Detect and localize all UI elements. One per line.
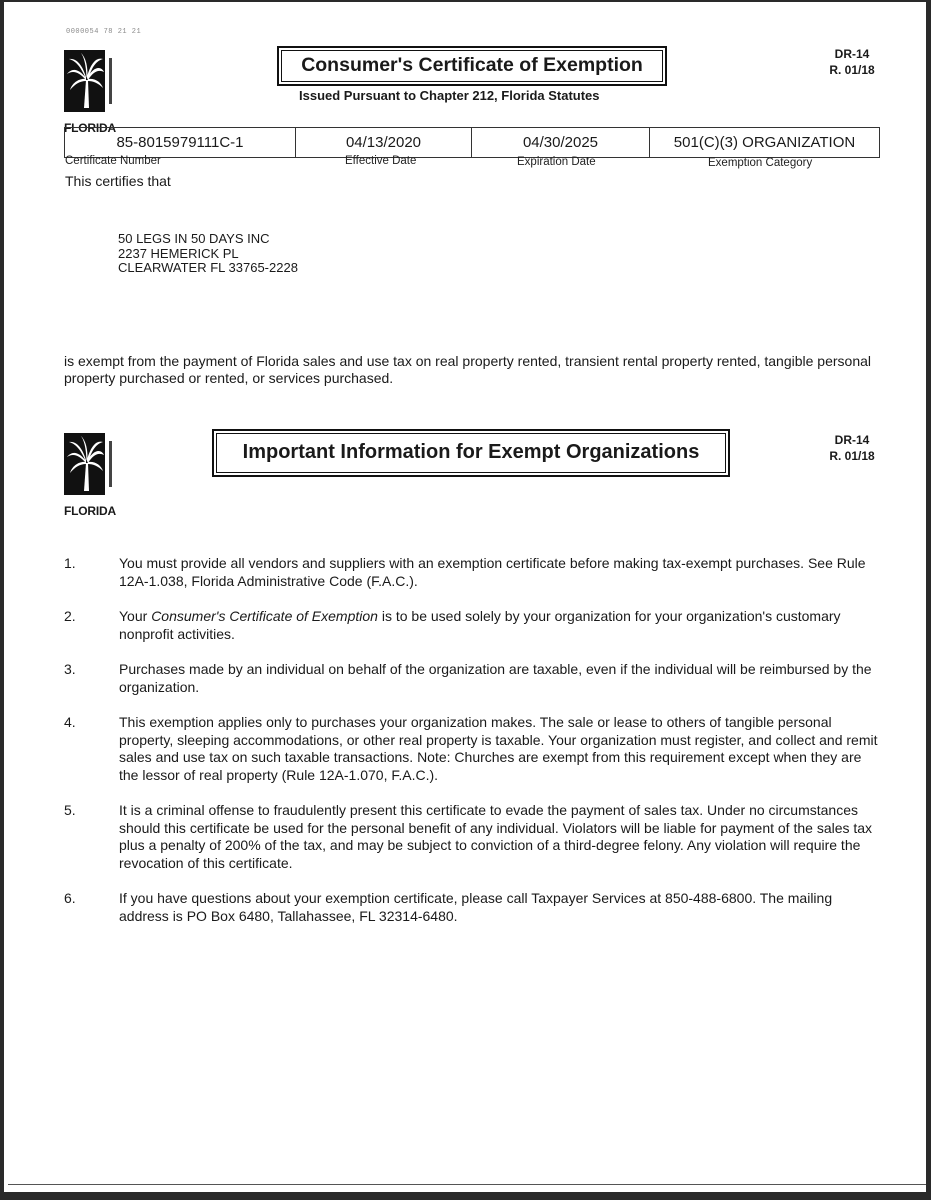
list-item-number: 2. xyxy=(64,608,76,624)
form-revision: R. 01/18 xyxy=(829,449,875,463)
list-item-text: Your Consumer's Certificate of Exemption is to be used solely by your organization for your organization's customary nonprofit activities. xyxy=(119,608,841,642)
certificate-title: Consumer's Certificate of Exemption xyxy=(281,50,663,82)
certificate-subtitle: Issued Pursuant to Chapter 212, Florida Statutes xyxy=(299,88,600,103)
form-number-block xyxy=(820,46,884,78)
certificate-title-box xyxy=(277,46,667,86)
certificate-fields-table xyxy=(64,127,880,158)
form-number: DR-14 xyxy=(834,433,870,447)
list-item-text: You must provide all vendors and suppliers with an exemption certificate before making tax-exempt purchases. See Rule 12A-1.038, Florida Administrative Code (F.A.C.). xyxy=(119,555,866,589)
certificate-number-value: 85-8015979111C-1 xyxy=(65,128,296,157)
expiration-date-caption: Expiration Date xyxy=(517,156,596,168)
list-item-text: It is a criminal offense to fraudulently present this certificate to evade the payment of sales tax. Under no circumstances should this certificate be used for the personal benefit of any individual. Violators will be liable for payment of the sales tax plus a penalty of 200% of the tax, and may be subject to conviction of a third-degree felony. Any violation will require the revocation of this certificate. xyxy=(119,802,873,871)
address-line: CLEARWATER FL 33765-2228 xyxy=(118,260,298,275)
address-line: 2237 HEMERICK PL xyxy=(118,245,239,261)
list-item xyxy=(64,555,884,590)
expiration-date-value: 04/30/2025 xyxy=(472,128,650,157)
list-item-number: 5. xyxy=(64,802,76,818)
effective-date-caption: Effective Date xyxy=(345,155,417,167)
list-item xyxy=(64,802,884,872)
effective-date-value: 04/13/2020 xyxy=(296,128,472,157)
address-line: 50 LEGS IN 50 DAYS INC xyxy=(118,231,270,246)
exemption-category-value: 501(C)(3) ORGANIZATION xyxy=(673,134,856,151)
logo-florida-text: FLORIDA xyxy=(64,121,116,135)
exempt-info-list xyxy=(64,555,884,925)
list-item xyxy=(64,890,884,925)
serial-number: 0000054 78 21 21 xyxy=(66,28,142,36)
exemption-statement: is exempt from the payment of Florida sales and use tax on real property rented, transient rental property rented, tangible personal property purchased or rented, or services purchased. xyxy=(64,353,871,386)
florida-dor-logo-2 xyxy=(64,429,116,518)
list-item-number: 4. xyxy=(64,714,76,730)
list-item-number: 6. xyxy=(64,890,76,906)
logo-florida-text: FLORIDA xyxy=(64,504,116,518)
list-item xyxy=(64,608,884,643)
list-item-number: 1. xyxy=(64,555,76,571)
certificate-number-caption: Certificate Number xyxy=(65,155,161,167)
exemption-category-caption: Exemption Category xyxy=(708,157,813,169)
list-item-number: 3. xyxy=(64,661,76,677)
palm-tree-icon xyxy=(64,429,116,499)
info-title-box xyxy=(212,429,730,477)
organization-address xyxy=(118,232,298,276)
list-item xyxy=(64,661,884,696)
form-number: DR-14 xyxy=(834,47,870,61)
list-item xyxy=(64,714,884,784)
certificate-name-italic: Consumer's Certificate of Exemption xyxy=(151,608,378,624)
certifies-text: This certifies that xyxy=(65,173,171,189)
form-revision: R. 01/18 xyxy=(829,63,875,77)
form-number-block-2 xyxy=(820,432,884,464)
document-page xyxy=(4,2,926,1192)
list-item-text: Purchases made by an individual on behalf of the organization are taxable, even if the individual will be reimbursed by the organization. xyxy=(119,661,872,695)
info-title: Important Information for Exempt Organizations xyxy=(216,433,726,473)
list-item-text: If you have questions about your exemption certificate, please call Taxpayer Services at 850-488-6800. The mailing address is PO Box 6480, Tallahassee, FL 32314-6480. xyxy=(119,890,833,924)
florida-dor-logo xyxy=(64,46,116,135)
palm-tree-icon xyxy=(64,46,116,116)
page-bottom-rule xyxy=(8,1184,926,1185)
list-item-text: This exemption applies only to purchases your organization makes. The sale or lease to others of tangible personal property, sleeping accommodations, or other real property is taxable. Your organization must register, and collect and remit sales and use tax on such taxable transactions. Note: Churches are exempt from this requirement except when they are the lessor of real property (Rule 12A-1.070, F.A.C.). xyxy=(119,714,878,783)
